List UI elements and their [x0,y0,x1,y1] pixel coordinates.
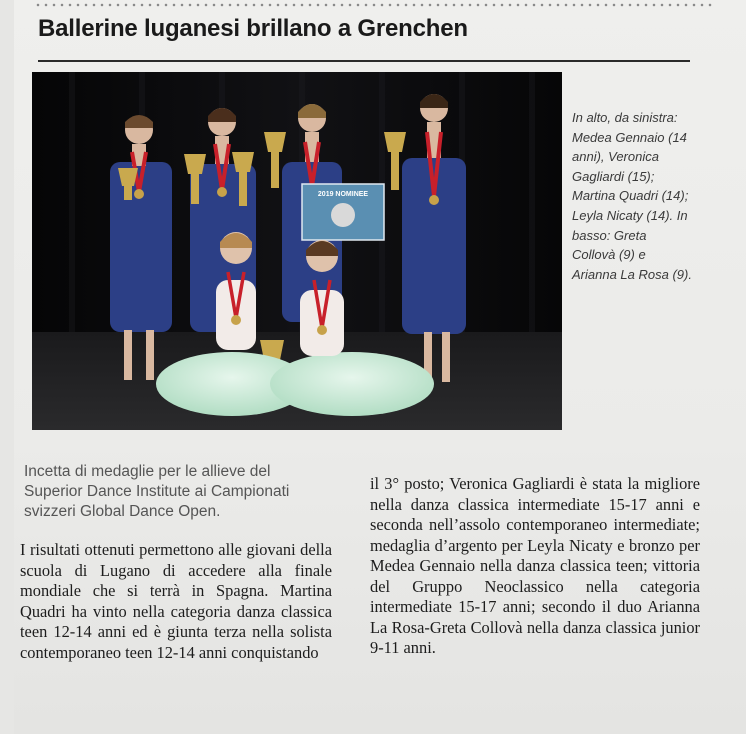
photo-caption: In alto, da sinistra: Medea Gennaio (14 anni), Veronica Gagliardi (15); Martina Quadri (14); Leyla Nicaty (14). In basso: Greta Collovà (9) e Arianna La Rosa (9). [572,110,692,282]
article-photo [32,72,562,430]
article-headline: Ballerine luganesi brillano a Grenchen [38,15,468,42]
dotted-top-border [34,2,714,8]
article-body-column-2: il 3° posto; Veronica Gagliardi è stata la migliore nella danza classica intermediate 15-17 anni e seconda nell’assolo contemporaneo intermediate; medaglia d’argento per Leyla Nicaty e bronzo per Medea Gennaio nella danza classica teen; vittoria del Gruppo Neoclassico nella categoria intermediate 15-17 anni; secondo il duo Arianna La Rosa-Greta Collovà nella danza classica junior 9-11 anni. [370,474,700,657]
banner-text: 2019 NOMINEE [317,191,369,198]
magazine-page [14,0,746,734]
article-lede: Incetta di medaglie per le allieve del Superior Dance Institute ai Campionati svizzeri Global Dance Open. [24,463,290,520]
nominee-banner [302,184,384,240]
headline-rule [38,60,690,62]
dancers-photo-illustration [32,72,562,430]
article-body-column-1: I risultati ottenuti permettono alle giovani della scuola di Lugano di accedere alla finale mondiale che si terrà in Spagna. Martina Quadri ha vinto nella categoria danza classica teen 12-14 anni ed è giunta terza nella solista contemporaneo teen 12-14 anni conquistando [20,540,332,662]
